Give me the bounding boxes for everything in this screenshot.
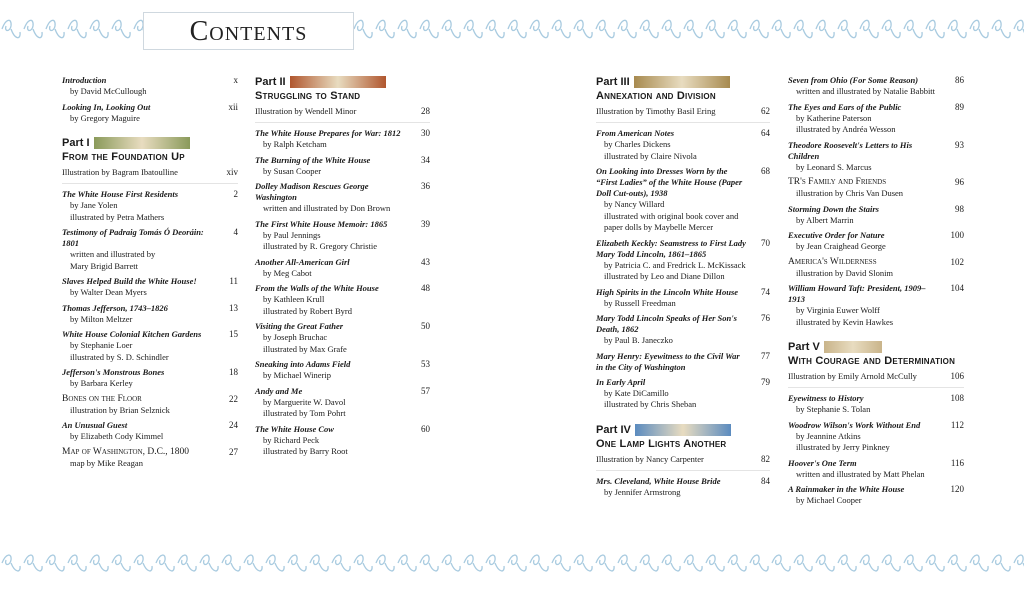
entry-credit: written and illustrated by Matt Phelan [796,468,925,479]
page-number: 100 [950,230,964,240]
divider [255,122,430,123]
toc-entry [255,386,430,420]
entry-credit: Mary Brigid Barrett [70,260,138,271]
part-label [596,75,770,89]
toc-entry [788,420,964,454]
entry-credit: by David McCullough [70,86,147,96]
entry-title: America's Wilderness [788,256,877,267]
entry-title: Slaves Helped Build the White House! [62,276,197,286]
page-number: 57 [421,385,430,396]
entry-title: The Burning of the White House [255,154,371,165]
entry-title: From the Walls of the White House [255,283,379,293]
part-illustration-credit: Illustration by Emily Arnold McCully [788,371,917,381]
entry-title: High Spirits in the Lincoln White House [596,286,739,297]
page-number: 22 [229,393,238,404]
entry-title: Another All-American Girl [255,256,350,267]
page-number: 76 [761,313,770,323]
page-number: 120 [950,484,964,494]
entry-title: Elizabeth Keckly: Seamstress to First Lady Mary Todd Lincoln, 1861–1865 [596,237,746,259]
entry-title: The White House First Residents [62,189,179,199]
page-number: 2 [233,189,238,199]
entry-credit: by Milton Meltzer [70,313,133,324]
entry-title: On Looking into Dresses Worn by the “First Ladies” of the White House (Paper Doll Cut-outs), 1938 [596,166,743,198]
entry-title: TR's Family and Friends [788,177,887,187]
entry-credit: by Russell Freedman [604,297,676,308]
entry-title: In Early April [596,376,646,387]
toc-entry [255,181,430,215]
entry-credit: by Jane Yolen [70,200,118,210]
entry-credit: by Charles Dickens [604,139,671,149]
page-number: x [233,75,238,85]
entry-credit: written and illustrated by Natalie Babbitt [796,86,936,96]
part-number: Part IV [596,423,631,436]
entry-credit: illustrated by R. Gregory Christie [263,241,378,251]
entry-credit: by Barbara Kerley [70,378,133,388]
toc-entry [255,155,430,178]
toc-entry [62,367,238,390]
entry-title: Mary Henry: Eyewitness to the Civil War in the City of Washington [596,350,740,372]
page-number: 86 [955,75,964,85]
page-number: 82 [761,453,770,464]
entry-credit: by Walter Dean Myers [70,287,147,297]
toc-entry [255,424,430,458]
part-heading [62,136,238,178]
part-illustration-thumbnail [634,76,730,88]
toc-entry [788,177,964,200]
entry-credit: by Kate DiCamillo [604,387,669,398]
entry-title: Map of Washington, D.C., 1800 [62,446,190,457]
entry-credit: by Virginia Euwer Wolff [796,305,880,315]
part-number: Part II [255,76,286,88]
entry-credit: by Nancy Willard [604,199,665,209]
entry-credit: by Albert Marrin [796,214,854,225]
entry-credit: illustrated by Tom Pohrt [263,408,346,418]
toc-entry [788,257,964,280]
toc-entry [255,219,430,253]
toc-entry [255,283,430,317]
divider [62,183,238,184]
entry-credit: by Stephanie S. Tolan [796,404,871,414]
toc-entry [788,204,964,227]
page-number: 28 [421,106,430,116]
page-number: 79 [761,376,770,387]
part-illustration-thumbnail [290,76,386,88]
page-number: 15 [229,329,238,339]
entry-title: Visiting the Great Father [255,321,344,331]
page-number: 102 [950,256,964,267]
entry-credit: by Susan Cooper [263,165,322,176]
page-number: 24 [229,420,238,430]
page-number: 68 [761,166,770,176]
entry-title: An Unusual Guest [62,420,128,430]
part-illustration-thumbnail [635,424,731,436]
decorative-border-bottom [0,548,1024,578]
page-number: 89 [955,101,964,112]
entry-credit: illustrated by Leo and Diane Dillon [604,271,725,281]
page-number: 74 [761,286,770,297]
page-number: 11 [229,276,238,286]
entry-credit: illustrated by Barry Root [263,446,348,456]
entry-credit: map by Mike Reagan [70,457,143,468]
toc-entry [596,377,770,411]
entry-title: A Rainmaker in the White House [788,484,905,494]
entry-credit: by Elizabeth Cody Kimmel [70,431,164,441]
page-number: 106 [950,371,964,381]
entry-credit: by Marguerite W. Davol [263,396,346,407]
page-number: 77 [761,350,770,361]
contents-title-box [143,12,354,50]
part-title: From the Foundation Up [62,151,185,163]
entry-credit: by Meg Cabot [263,267,312,278]
entry-credit: illustrated by Petra Mathers [70,211,165,222]
part-illustration-credit: Illustration by Bagram Ibatoulline [62,167,178,177]
toc-entry [62,189,238,223]
entry-title: Executive Order for Nature [788,230,885,240]
entry-title: White House Colonial Kitchen Gardens [62,329,202,339]
entry-title: Andy and Me [255,385,303,396]
page-number: 50 [421,321,430,331]
toc-entry [788,102,964,136]
entry-title: The Eyes and Ears of the Public [788,101,902,112]
entry-title: Jefferson's Monstrous Bones [62,367,165,377]
entry-title: Thomas Jefferson, 1743–1826 [62,302,168,313]
entry-title: From American Notes [596,128,675,138]
entry-title: The First White House Memoir: 1865 [255,218,388,229]
toc-entry [788,75,964,98]
entry-credit: illustrated by Claire Nivola [604,150,697,161]
entry-title: Mary Todd Lincoln Speaks of Her Son's Death, 1862 [596,313,737,334]
entry-title: Seven from Ohio (For Some Reason) [788,75,919,85]
part-heading [596,75,770,117]
part-heading [596,423,770,465]
page-number: 13 [229,302,238,313]
toc-entry [62,303,238,326]
part-label [596,423,770,437]
part-illustration-thumbnail [94,137,190,149]
entry-credit: illustrated by Andréa Wesson [796,124,896,134]
toc-entry [255,257,430,280]
entry-credit: by Gregory Maguire [70,112,140,123]
entry-credit: by Patricia C. and Fredrick L. McKissack [604,259,746,270]
entry-credit: by Paul B. Janeczko [604,335,673,345]
entry-title: Storming Down the Stairs [788,203,879,214]
toc-entry [62,447,238,470]
entry-title: The White House Prepares for War: 1812 [255,128,401,138]
entry-credit: by Katherine Paterson [796,112,872,123]
part-illustration-credit: Illustration by Wendell Minor [255,106,357,116]
part-title: One Lamp Lights Another [596,437,727,450]
entry-title: The White House Cow [255,423,334,434]
toc-column-4 [788,75,964,511]
entry-title: Introduction [62,75,107,85]
entry-credit: paper dolls by Maybelle Mercer [604,222,714,232]
entry-credit: written and illustrated by [70,249,156,259]
entry-title: William Howard Taft: President, 1909–1913 [788,283,926,304]
entry-title: Bones on the Floor [62,393,142,404]
part-title: With Courage and Determination [788,355,956,367]
part-illustration-credit: Illustration by Timothy Basil Ering [596,106,716,116]
page-number: 36 [421,181,430,191]
toc-entry [788,393,964,416]
toc-column-2 [255,75,430,462]
page-number: 27 [229,446,238,457]
entry-credit: by Paul Jennings [263,229,321,240]
page-title: Contents [189,16,308,47]
toc-entry [62,394,238,417]
page-number: 70 [761,237,770,248]
page-number: xiv [226,167,238,177]
toc-entry [596,313,770,347]
toc-entry [62,329,238,363]
toc-entry [788,230,964,253]
divider [596,122,770,123]
toc-entry [596,128,770,162]
entry-title: Woodrow Wilson's Work Without End [788,419,921,430]
entry-credit: illustrated by Kevin Hawkes [796,316,894,327]
entry-credit: illustrated with original book cover and [604,210,739,221]
page-number: 62 [761,106,770,116]
page-number: 84 [761,475,770,486]
page-number: 4 [233,227,238,237]
part-title: Struggling to Stand [255,90,361,102]
entry-credit: by Jennifer Armstrong [604,486,681,497]
entry-title: Mrs. Cleveland, White House Bride [596,475,721,486]
entry-credit: by Joseph Bruchac [263,332,328,342]
part-number: Part III [596,76,630,88]
entry-credit: by Jean Craighead George [796,241,886,251]
divider [788,387,964,388]
part-illustration-credit: Illustration by Nancy Carpenter [596,453,704,464]
toc-entry [596,238,770,283]
entry-credit: by Michael Winerip [263,370,331,380]
entry-credit: illustrated by Robert Byrd [263,305,353,316]
page-number: 48 [421,283,430,293]
entry-credit: by Ralph Ketcham [263,139,327,149]
page-number: 34 [421,154,430,165]
part-title: Annexation and Division [596,90,716,102]
entry-credit: by Stephanie Loer [70,340,133,350]
entry-credit: illustration by David Slonim [796,267,894,278]
toc-entry [62,227,238,272]
toc-entry [596,166,770,234]
entry-credit: written and illustrated by Don Brown [263,203,391,213]
part-heading [255,75,430,117]
part-heading [788,340,964,382]
part-label [788,340,964,354]
toc-entry [788,140,964,174]
swirl-border-icon [0,548,1024,578]
entry-credit: illustrated by Chris Sheban [604,399,697,409]
part-number: Part I [62,137,90,149]
page-number: 93 [955,139,964,150]
toc-entry [788,458,964,481]
toc-entry [62,75,238,98]
entry-credit: by Jeannine Atkins [796,430,861,441]
part-label [62,136,238,150]
page-number: 108 [950,393,964,403]
entry-title: Hoover's One Term [788,457,857,468]
page-number: 30 [421,128,430,138]
toc-entry [62,276,238,299]
toc-entry [62,102,238,125]
page-number: 60 [421,423,430,434]
toc-entry [255,128,430,151]
divider [596,470,770,471]
entry-credit: by Michael Cooper [796,495,862,505]
page-number: 64 [761,128,770,138]
page-number: xii [228,101,238,112]
entry-title: Looking In, Looking Out [62,101,151,112]
toc-entry [788,484,964,507]
page-number: 98 [955,203,964,214]
toc-entry [62,420,238,443]
toc-entry [596,476,770,499]
page-number: 112 [950,419,964,430]
toc-entry [255,321,430,355]
part-number: Part V [788,341,820,353]
entry-title: Theodore Roosevelt's Letters to His Children [788,139,913,161]
toc-column-3 [596,75,770,502]
page-number: 104 [950,283,964,293]
entry-credit: illustrated by Max Grafe [263,343,347,354]
entry-title: Sneaking into Adams Field [255,359,351,369]
entry-credit: by Richard Peck [263,434,320,445]
page-number: 116 [950,457,964,468]
page-number: 53 [421,359,430,369]
part-label [255,75,430,89]
page-number: 39 [421,218,430,229]
entry-credit: illustration by Brian Selznick [70,404,170,415]
page-number: 18 [229,367,238,377]
entry-credit: illustrated by Jerry Pinkney [796,442,890,452]
entry-credit: by Kathleen Krull [263,294,325,304]
toc-entry [596,351,770,373]
page-number: 43 [421,256,430,267]
entry-title: Eyewitness to History [788,393,864,403]
toc-entry [596,287,770,310]
part-illustration-thumbnail [824,341,882,353]
entry-title: Dolley Madison Rescues George Washington [255,181,369,202]
toc-column-1 [62,75,238,473]
page-number: 96 [955,177,964,187]
toc-entry [255,359,430,382]
entry-credit: by Leonard S. Marcus [796,161,872,172]
entry-credit: illustration by Chris Van Dusen [796,188,904,198]
entry-title: Testimony of Padraig Tomás Ó Deoráin: 1801 [62,227,204,248]
toc-entry [788,283,964,328]
entry-credit: illustrated by S. D. Schindler [70,351,169,362]
